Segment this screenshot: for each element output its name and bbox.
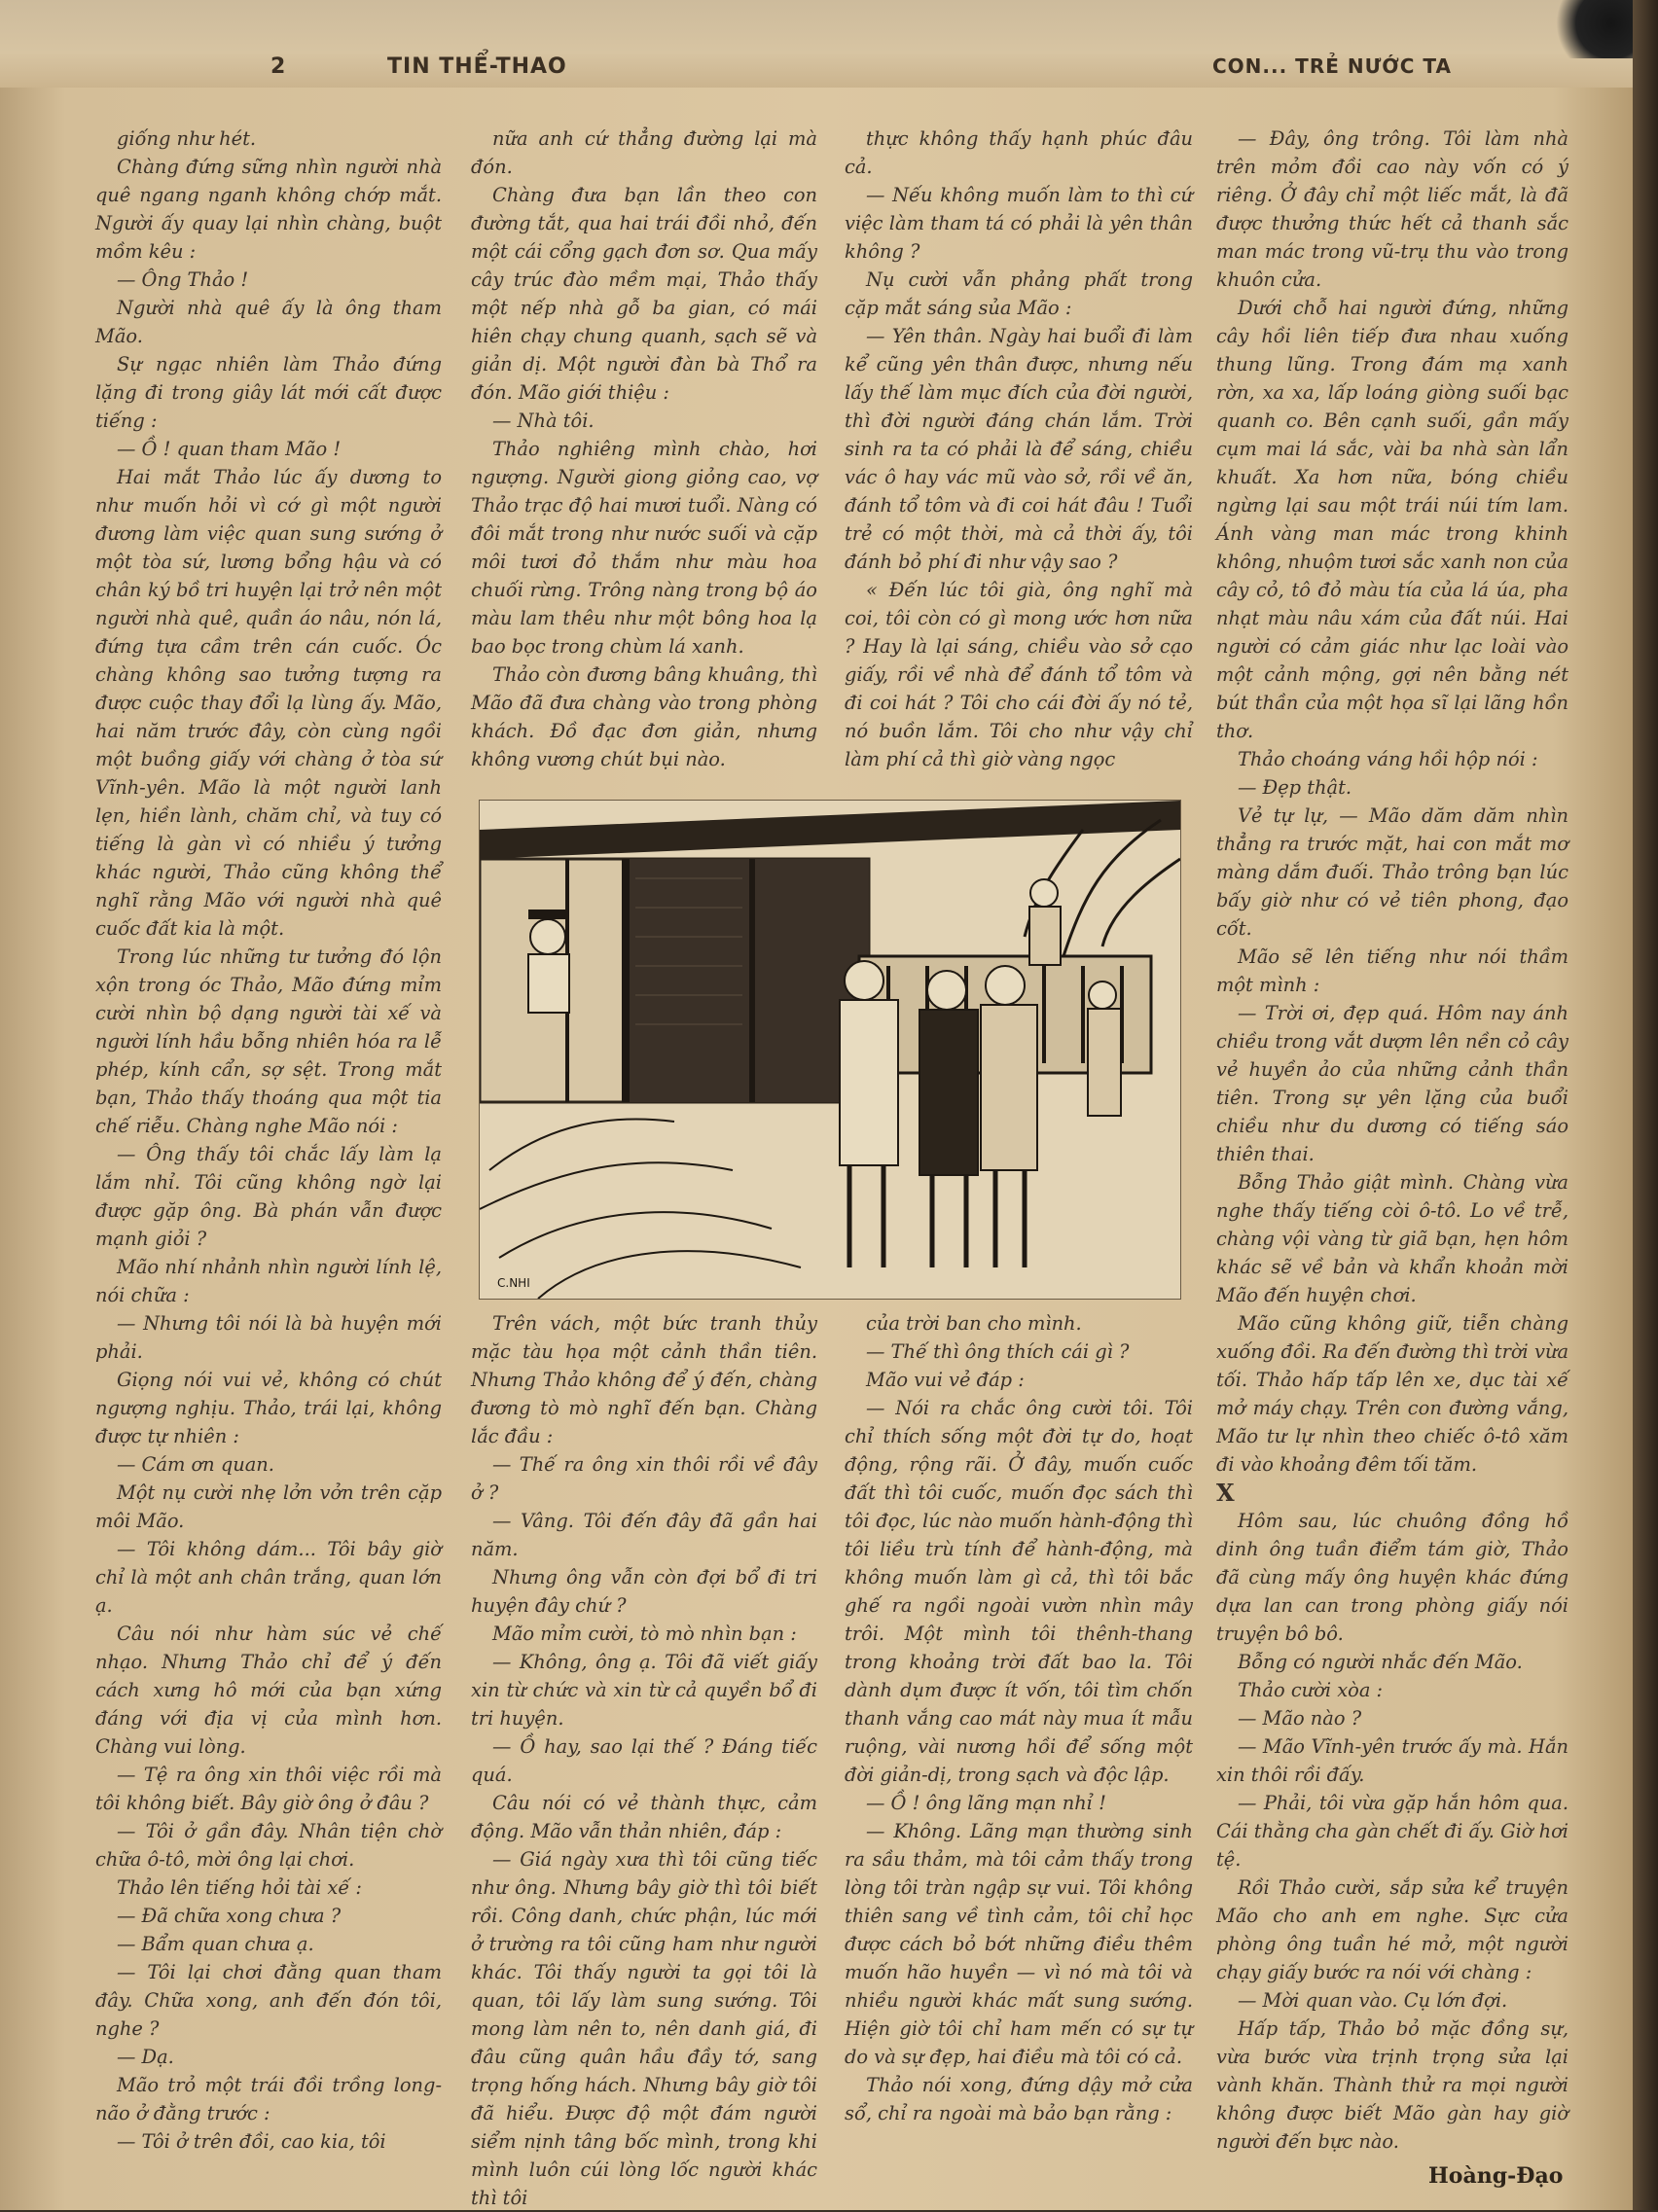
paragraph: — Đây, ông trông. Tôi làm nhà trên mỏm đồi cao này vốn có ý riêng. Ở đây chỉ một liếc mắt, là đã được thưởng thức hết cả thanh sắc man mác trong vũ-trụ thu vào trong khuôn cửa. [1216, 127, 1568, 291]
paragraph: — Tệ ra ông xin thôi việc rồi mà tôi không biết. Bây giờ ông ở đâu ? [95, 1764, 442, 1814]
paragraph: Chàng đưa bạn lần theo con đường tắt, qua hai trái đồi nhỏ, đến một cái cổng gạch đơn sơ. Qua mấy cây trúc đào mềm mại, Thảo thấy một nếp nhà gỗ ba gian, có mái hiên chạy chung quanh, sạch sẽ và giản dị. Một người đàn bà Thổ ra đón. Mão giới thiệu : [471, 184, 817, 404]
paragraph: — Đẹp thật. [1238, 776, 1352, 799]
paragraph: — Nhà tôi. [492, 410, 595, 432]
paragraph: Nhưng ông vẫn còn đợi bổ đi tri huyện đây chứ ? [471, 1566, 817, 1617]
paragraph: — Trời ơi, đẹp quá. Hôm nay ánh chiều trong vắt dượm lên nền cỏ cây vẻ huyền ảo của những cảnh thần tiên. Trong sự yên lặng của buổi chiều như du dương có tiếng sáo thiên thai. [1216, 1002, 1568, 1165]
paragraph: giống như hét. [117, 127, 257, 150]
paragraph: Bỗng Thảo giật mình. Chàng vừa nghe thấy tiếng còi ô-tô. Lo về trễ, chàng vội vàng từ giã bạn, hẹn hôm khác sẽ về bản và khẩn khoản mời Mão đến huyện chơi. [1216, 1171, 1568, 1306]
paragraph: « Đến lúc tôi già, ông nghĩ mà coi, tôi còn có gì mong ước hơn nữa ? Hay là lại sáng, chiều vào sở cạo giấy, rồi về nhà để đánh tổ tôm và đi coi hát ? Tôi cho cái đời ấy nó tẻ, nó buồn lắm. Tôi cho như vậy chỉ làm phí cả thì giờ vàng ngọc [845, 579, 1193, 770]
paragraph: Câu nói như hàm súc vẻ chế nhạo. Nhưng Thảo chỉ để ý đến cách xưng hô mới của bạn xứng đáng với địa vị của mình hơn. Chàng vui lòng. [95, 1623, 442, 1758]
running-head-right: CON... TRẺ NƯỚC TA [1212, 54, 1452, 78]
paragraph: — Giá ngày xưa thì tôi cũng tiếc như ông. Nhưng bây giờ thì tôi biết rồi. Công danh, chức phận, lúc mới ở trường ra tôi cũng ham như người khác. Tôi thấy người ta gọi tôi là quan, tôi lấy làm sung sướng. Tôi mong làm nên to, nên danh giá, đi đâu cũng quân hầu đầy tớ, sang trọng hống hách. Nhưng bây giờ tôi đã hiểu. Được độ một đám người siểm nịnh tâng bốc mình, trong khi mình luôn cúi lòng lốc người khác thì tôi [471, 1848, 817, 2209]
paragraph: thực không thấy hạnh phúc đâu cả. [845, 127, 1193, 178]
paragraph: Mão cũng không giữ, tiễn chàng xuống đồi. Ra đến đường thì trời vừa tối. Thảo hấp tấp lên xe, dục tài xế mở máy chạy. Trên con đường vắng, Mão tư lự nhìn theo chiếc ô-tô xăm đi vào khoảng đêm tối tăm. [1216, 1312, 1568, 1476]
paragraph: Thảo lên tiếng hỏi tài xế : [117, 1876, 362, 1899]
page-edge [1633, 0, 1658, 2210]
paragraph: — Thế thì ông thích cái gì ? [866, 1340, 1130, 1363]
column-2-bottom [471, 1309, 817, 2212]
column-3 [845, 125, 1193, 773]
paragraph: Câu nói có vẻ thành thực, cảm động. Mão vẫn thản nhiên, đáp : [471, 1792, 817, 1842]
column-4 [1216, 125, 1568, 2156]
paragraph: Mão mỉm cười, tò mò nhìn bạn : [492, 1623, 797, 1645]
column-2 [471, 125, 817, 773]
paragraph: Mão sẽ lên tiếng như nói thầm một mình : [1216, 945, 1568, 996]
column-1 [95, 125, 442, 2156]
paragraph: Dưới chỗ hai người đứng, những cây hồi liên tiếp đưa nhau xuống thung lũng. Trong đám mạ xanh rờn, xa xa, lấp loáng giòng suối bạc quanh co. Bên cạnh suối, gần mấy cụm mai lá sắc, vài ba nhà sàn lẩn khuất. Xa hơn nữa, bóng chiều ngừng lại sau một trái núi tím lam. Ánh vàng man mác trong khinh không, nhuộm tươi sắc xanh non của cây cỏ, tô đỏ màu tía của lá úa, pha nhạt màu nâu xám của đất núi. Hai người có cảm giác như lạc loài vào một cảnh mộng, gợi nên bằng nét bút thần của một họa sĩ lại lãng hồn thơ. [1216, 297, 1568, 742]
paragraph: Thảo còn đương bâng khuâng, thì Mão đã đưa chàng vào trong phòng khách. Đồ đạc đơn giản, nhưng không vương chút bụi nào. [471, 663, 817, 770]
paragraph: Sự ngạc nhiên làm Thảo đứng lặng đi trong giây lát mới cất được tiếng : [95, 353, 442, 432]
paragraph: — Dạ. [117, 2046, 174, 2068]
paragraph: Hấp tấp, Thảo bỏ mặc đồng sự, vừa bước vừa trịnh trọng sửa lại vành khăn. Thành thử ra mọi người không được biết Mão gàn hay giờ người đến bực nào. [1216, 2017, 1568, 2153]
paragraph: Chàng đứng sững nhìn người nhà quê ngang nganh không chớp mắt. Người ấy quay lại nhìn chàng, buột mồm kêu : [95, 156, 442, 263]
ink-drawing [480, 801, 1180, 1299]
page-number: 2 [270, 54, 287, 79]
roof-eave [480, 801, 1180, 859]
top-strip [0, 0, 1658, 88]
palm-fronds [480, 1119, 801, 1299]
paragraph: của trời ban cho mình. [866, 1312, 1082, 1335]
paragraph: — Phải, tôi vừa gặp hắn hôm qua. Cái thằng cha gàn chết đi ấy. Giờ hơi tệ. [1216, 1792, 1568, 1871]
column-3-bottom [845, 1309, 1193, 2127]
column-4-top [1216, 125, 1568, 1479]
paragraph: Rồi Thảo cười, sắp sửa kể truyện Mão cho anh em nghe. Sực cửa phòng ông tuần hé mở, một người chạy giấy bước ra nói với chàng : [1216, 1876, 1568, 1983]
paragraph: Vẻ tự lự, — Mão dăm dăm nhìn thẳng ra trước mặt, hai con mắt mơ màng dắm đuối. Thảo trông bạn lúc bấy giờ như có vẻ tiên phong, đạo cốt. [1216, 804, 1568, 940]
illustration [479, 800, 1181, 1300]
paragraph: — Tôi ở gần đây. Nhân tiện chờ chữa ô-tô, mời ông lại chơi. [95, 1820, 442, 1871]
paragraph: Mão trỏ một trái đồi trồng long-não ở đằng trước : [95, 2074, 442, 2124]
paragraph: — Tôi lại chơi đằng quan tham đây. Chữa xong, anh đến đón tôi, nghe ? [95, 1961, 442, 2040]
paragraph: — Ồ hay, sao lại thế ? Đáng tiếc quá. [471, 1735, 817, 1786]
paragraph: Mão nhí nhảnh nhìn người lính lệ, nói chữa : [95, 1256, 442, 1306]
paragraph: Nụ cười vẫn phảng phất trong cặp mắt sáng sủa Mão : [845, 268, 1193, 319]
illustration-signature: C.NHI [497, 1276, 530, 1290]
guard-figure [530, 919, 565, 954]
paragraph: — Mão Vĩnh-yên trước ấy mà. Hắn xin thôi rồi đấy. [1216, 1735, 1568, 1786]
paragraph: nữa anh cứ thẳng đường lại mà đón. [471, 127, 817, 178]
paragraph: — Đã chữa xong chưa ? [117, 1905, 342, 1927]
paragraph: Thảo nói xong, đứng dậy mở cửa sổ, chỉ ra ngoài mà bảo bạn rằng : [845, 2074, 1193, 2124]
column-4-bottom [1216, 1507, 1568, 2156]
paragraph: Thảo nghiêng mình chào, hơi ngượng. Người giong giỏng cao, vợ Thảo trạc độ hai mươi tuổi. Nàng có đôi mắt trong như nước suối và cặp môi tươi đỏ thắm như màu hoa chuối rừng. Trông nàng trong bộ áo màu lam thêu như một bông hoa lạ bao bọc trong chùm lá xanh. [471, 438, 817, 658]
author-signature: Hoàng-Đạo [1428, 2163, 1564, 2189]
paragraph: — Ông thấy tôi chắc lấy làm lạ lắm nhỉ. Tôi cũng không ngờ lại được gặp ông. Bà phán vẫn được mạnh giỏi ? [95, 1143, 442, 1250]
paragraph: — Vâng. Tôi đến đây đã gần hai năm. [471, 1510, 817, 1560]
paragraph: — Thế ra ông xin thôi rồi về đây ở ? [471, 1453, 817, 1504]
paragraph: — Không. Lãng mạn thường sinh ra sầu thảm, mà tôi cảm thấy trong lòng tôi tràn ngập sự vui. Tôi không thiên sang về tình cảm, tôi chỉ học được cách bỏ bớt những điều thêm muốn hão huyền — vì nó mà tôi và nhiều người khác mất sung sướng. Hiện giờ tôi chỉ ham mến có sự tự do và sự đẹp, hai điều mà tôi có cả. [845, 1820, 1193, 2068]
paragraph: — Cám ơn quan. [117, 1453, 274, 1476]
paragraph: — Không, ông ạ. Tôi đã viết giấy xin từ chức và xin từ cả quyền bổ đi tri huyện. [471, 1651, 817, 1730]
paragraph: — Nếu không muốn làm to thì cứ việc làm tham tá có phải là yên thân không ? [845, 184, 1193, 263]
paragraph: Thảo choáng váng hồi hộp nói : [1238, 748, 1538, 770]
running-head-left: TIN THỂ-THAO [387, 54, 567, 79]
paragraph: — Mời quan vào. Cụ lớn đợi. [1238, 1989, 1508, 2012]
section-separator: X [1216, 1479, 1235, 1507]
paragraph: — Tôi không dám... Tôi bây giờ chỉ là một anh chân trắng, quan lớn ạ. [95, 1538, 442, 1617]
paragraph: — Bẩm quan chưa ạ. [117, 1933, 314, 1955]
paragraph: Trên vách, một bức tranh thủy mặc tàu họa một cảnh thần tiên. Nhưng Thảo không để ý đến, chàng đương tò mò nghĩ đến bạn. Chàng lắc đầu : [471, 1312, 817, 1447]
paragraph: — Nhưng tôi nói là bà huyện mới phải. [95, 1312, 442, 1363]
paragraph: — Mão nào ? [1238, 1707, 1362, 1730]
paragraph: — Tôi ở trên đồi, cao kia, tôi [117, 2130, 386, 2153]
paragraph: Mão vui vẻ đáp : [866, 1369, 1025, 1391]
paragraph: — Ồ ! quan tham Mão ! [117, 438, 342, 460]
paragraph: Bỗng có người nhắc đến Mão. [1238, 1651, 1523, 1673]
paragraph: — Yên thân. Ngày hai buổi đi làm kể cũng yên thân được, nhưng nếu lấy thế làm mục đích của đời người, thì đời người đáng chán lắm. Trời sinh ra ta có phải là để sáng, chiều vác ô hay vác mũ vào sở, rồi về ăn, đánh tổ tôm và đi coi hát đâu ! Tuổi trẻ có một thời, mà cả thời ấy, tôi đánh bỏ phí đi như vậy sao ? [845, 325, 1193, 573]
paragraph: Một nụ cười nhẹ lởn vởn trên cặp môi Mão. [95, 1481, 442, 1532]
paragraph: Giọng nói vui vẻ, không có chút ngượng nghịu. Thảo, trái lại, không được tự nhiên : [95, 1369, 442, 1447]
paragraph: Người nhà quê ấy là ông tham Mão. [95, 297, 442, 347]
dark-doorway [626, 859, 869, 1102]
paragraph: — Ông Thảo ! [117, 268, 249, 291]
paragraph: — Nói ra chắc ông cười tôi. Tôi chỉ thích sống một đời tự do, hoạt động, rộng rãi. Ở đây, muốn cuốc đất thì tôi cuốc, muốn đọc sách thì tôi đọc, lúc nào muốn hành-động thì tôi liều trù tính để hành-động, mà không muốn làm gì cả, thì tôi bắc ghế ra ngồi ngoài vườn nhìn mây trôi. Một mình tôi thênh-thang trong khoảng trời đất bao la. Tôi dành dụm được ít vốn, tôi tìm chốn thanh vắng cao mát này mua ít mẫu ruộng, vài nương hồi để sống một đời giản-dị, trong sạch và độc lập. [845, 1397, 1193, 1786]
paragraph: Thảo cười xòa : [1238, 1679, 1384, 1701]
paragraph: Trong lúc những tư tưởng đó lộn xộn trong óc Thảo, Mão đứng mỉm cười nhìn bộ dạng người tài xế và người lính hầu bỗng nhiên hóa ra lễ phép, kính cẩn, sợ sệt. Trong mắt bạn, Thảo thấy thoáng qua một tia chế riễu. Chàng nghe Mão nói : [95, 945, 442, 1137]
paragraph: Hôm sau, lúc chuông đồng hồ dinh ông tuần điểm tám giờ, Thảo đã cùng mấy ông huyện khác đứng dựa lan can trong phòng giấy nói truyện bô bô. [1216, 1510, 1568, 1645]
paragraph: Hai mắt Thảo lúc ấy dương to như muốn hỏi vì cớ gì một người đương làm việc quan sung sướng ở một tòa sứ, lương bổng hậu và có chân ký bồ tri huyện lại trở nên một người nhà quê, quần áo nâu, nón lá, đứng tựa cầm trên cán cuốc. Óc chàng không sao tưởng tượng ra được cuộc thay đổi lạ lùng ấy. Mão, hai năm trước đây, còn cùng ngồi một buồng giấy với chàng ở tòa sứ Vĩnh-yên. Mão là một người lanh lẹn, hiền lành, chăm chỉ, và tuy có tiếng là gàn vì có nhiều ý tưởng khác người, Thảo cũng không thể nghĩ rằng Mão với người nhà quê cuốc đất kia là một. [95, 466, 442, 940]
paragraph: — Ồ ! ông lãng mạn nhỉ ! [866, 1792, 1106, 1814]
